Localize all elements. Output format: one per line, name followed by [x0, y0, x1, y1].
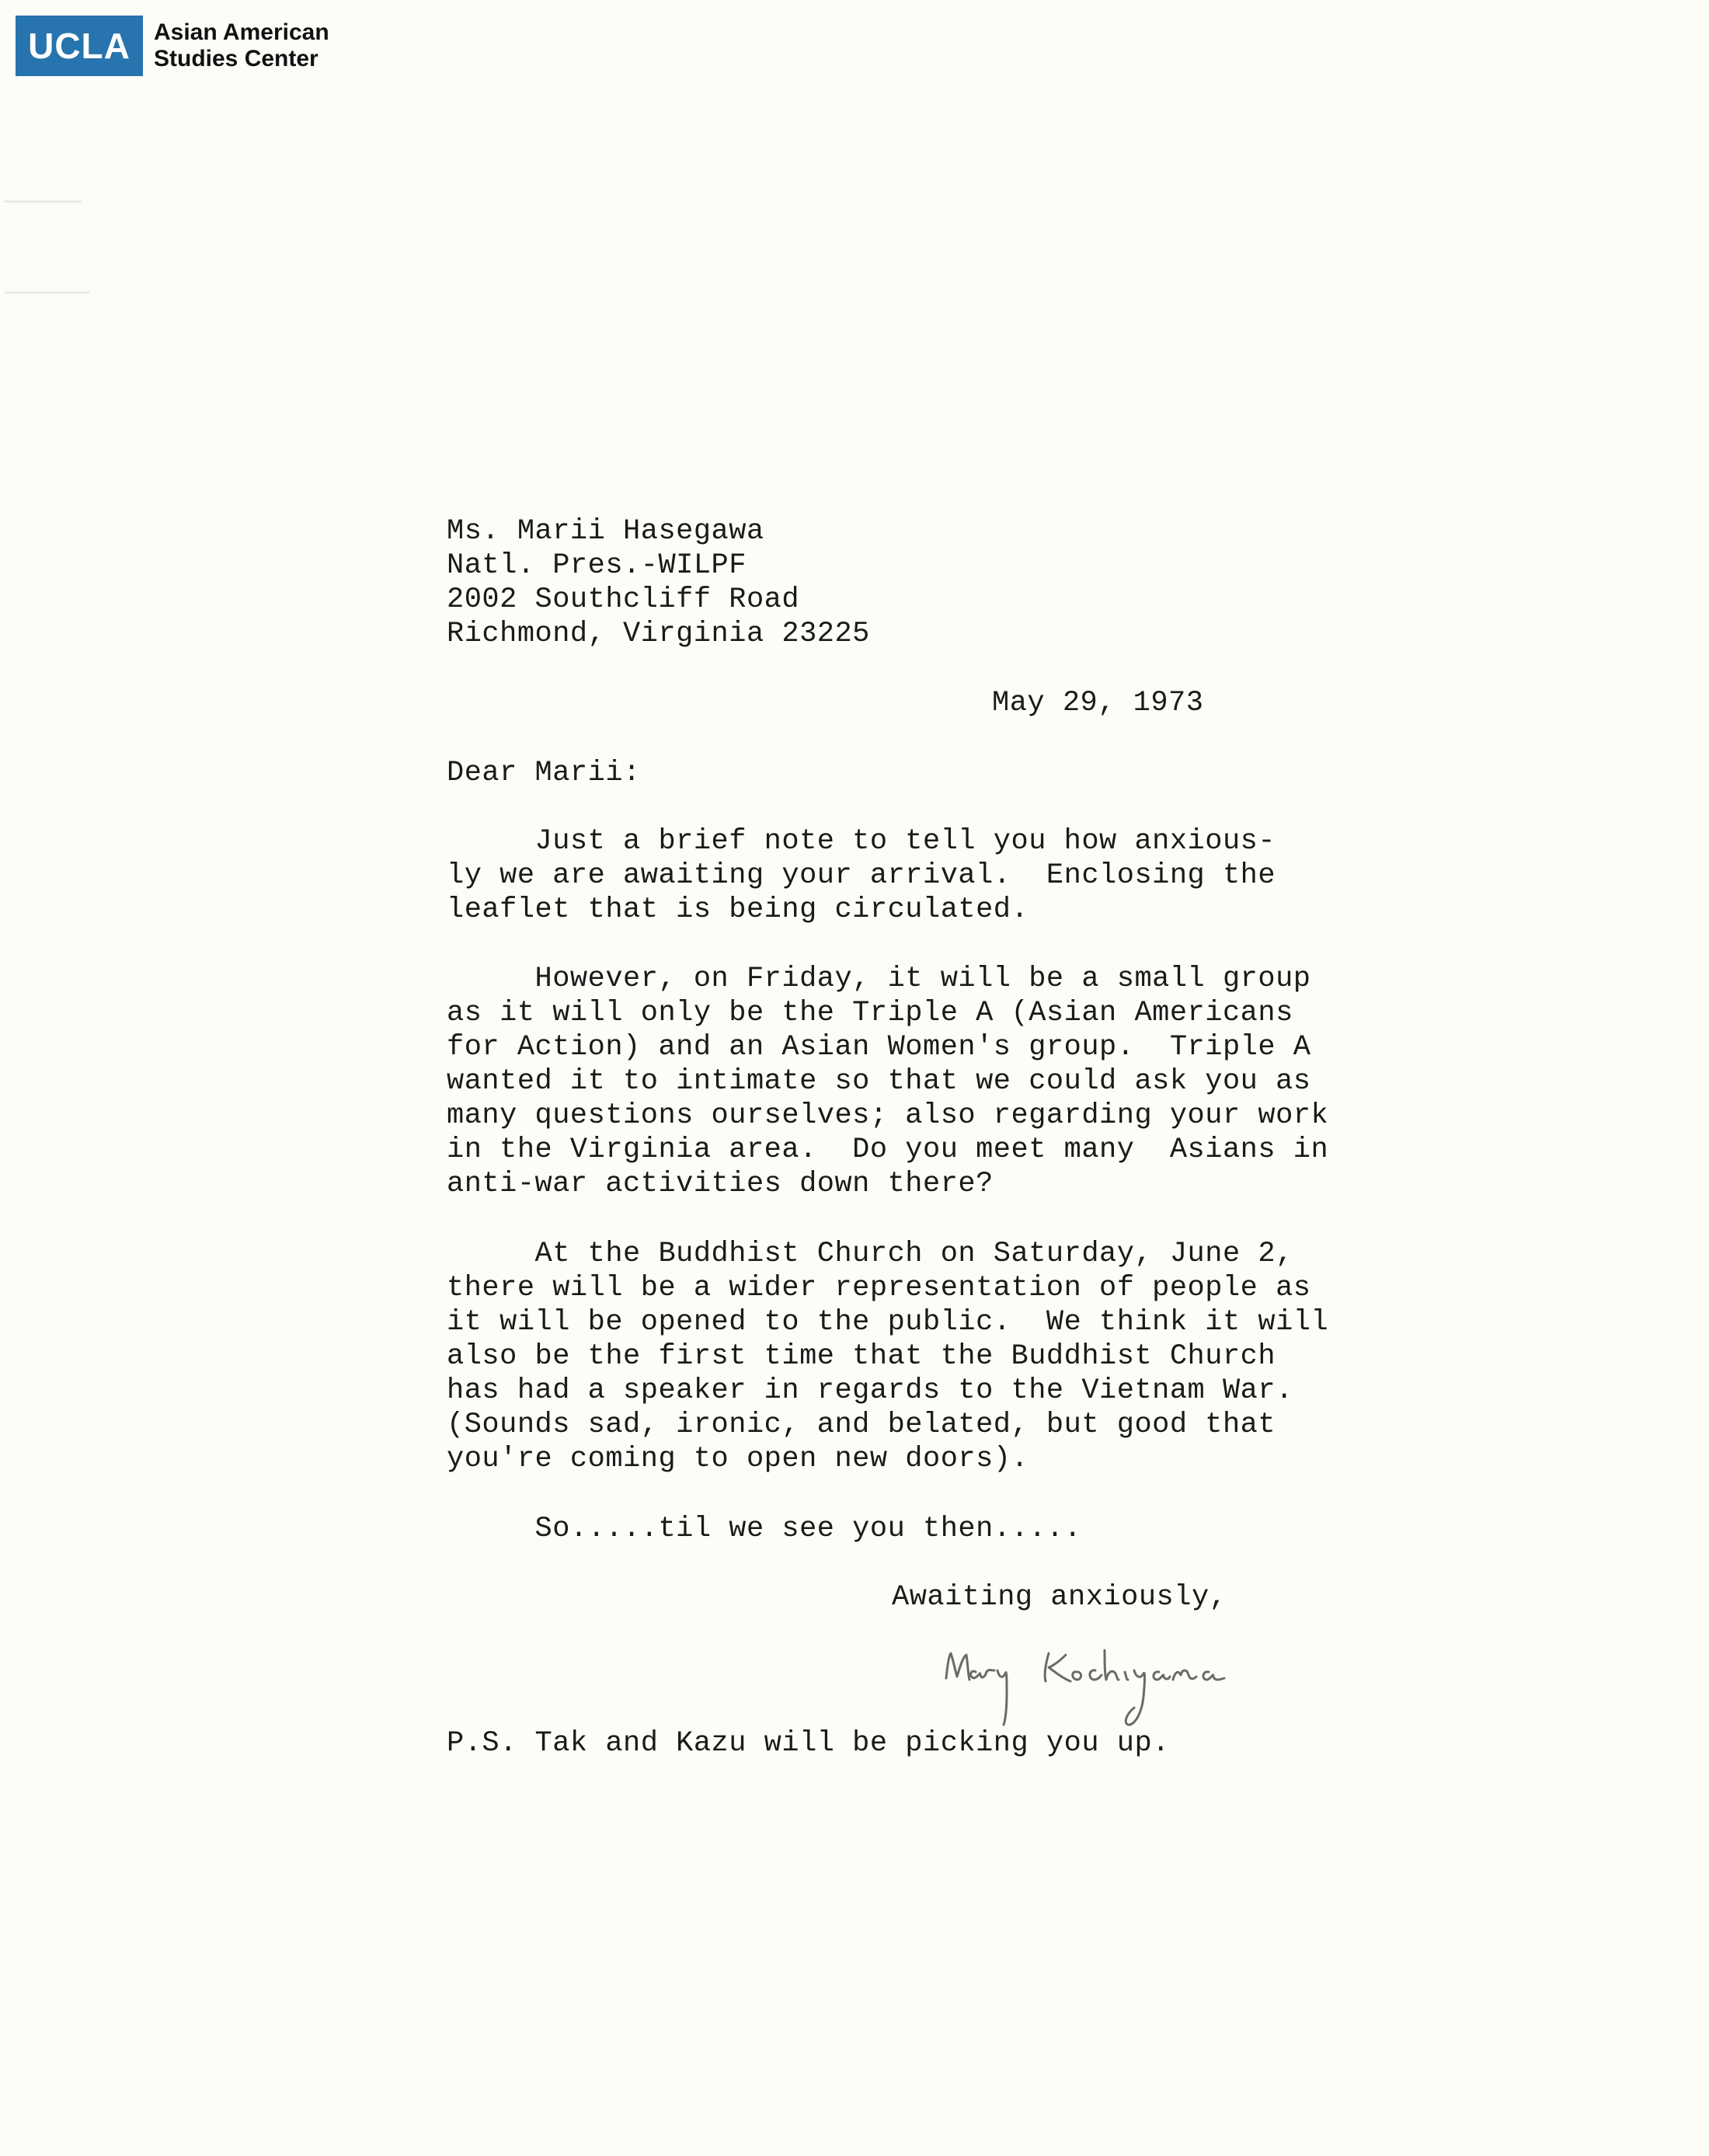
text-line: you're coming to open new doors). — [447, 1443, 1029, 1475]
text-line: it will be opened to the public. We think it will — [447, 1306, 1329, 1339]
paragraph-1 — [447, 824, 1276, 927]
postscript: P.S. Tak and Kazu will be picking you up. — [447, 1727, 1170, 1760]
address-line: Richmond, Virginia 23225 — [447, 618, 870, 650]
scan-artifact — [5, 200, 82, 203]
address-line: Natl. Pres.-WILPF — [447, 549, 747, 582]
text-line: for Action) and an Asian Women's group. Triple A — [447, 1031, 1311, 1064]
paragraph-3 — [447, 1237, 1328, 1476]
text-line: At the Buddhist Church on Saturday, June 2, — [447, 1238, 1293, 1270]
text-line: leaflet that is being circulated. — [447, 893, 1029, 926]
organization-name-line1: Asian American — [154, 19, 329, 45]
text-line: Just a brief note to tell you how anxious- — [447, 825, 1276, 858]
closing-line: So.....til we see you then..... — [447, 1513, 1082, 1545]
text-line: anti-war activities down there? — [447, 1168, 994, 1200]
text-line: in the Virginia area. Do you meet many Asians in — [447, 1134, 1329, 1166]
signoff: Awaiting anxiously, — [892, 1581, 1227, 1614]
text-line: there will be a wider representation of people as — [447, 1272, 1311, 1304]
text-line: wanted it to intimate so that we could ask you as — [447, 1065, 1311, 1098]
text-line: as it will only be the Triple A (Asian Americans — [447, 997, 1293, 1029]
organization-name — [154, 19, 329, 72]
handwritten-signature — [932, 1632, 1305, 1733]
scan-artifact — [5, 291, 90, 294]
recipient-address — [447, 514, 870, 651]
text-line: However, on Friday, it will be a small group — [447, 963, 1311, 995]
paragraph-2 — [447, 962, 1328, 1201]
organization-name-line2: Studies Center — [154, 46, 318, 71]
address-line: 2002 Southcliff Road — [447, 583, 800, 616]
text-line: many questions ourselves; also regarding your work — [447, 1099, 1329, 1132]
text-line: has had a speaker in regards to the Vietnam War. — [447, 1374, 1293, 1407]
salutation: Dear Marii: — [447, 757, 641, 789]
text-line: ly we are awaiting your arrival. Enclosing the — [447, 859, 1276, 892]
ucla-logo-mark: UCLA — [16, 16, 143, 76]
text-line: (Sounds sad, ironic, and belated, but good that — [447, 1409, 1276, 1441]
letter-date: May 29, 1973 — [992, 687, 1204, 719]
address-line: Ms. Marii Hasegawa — [447, 515, 764, 548]
text-line: also be the first time that the Buddhist Church — [447, 1340, 1276, 1373]
ucla-aasc-logo — [16, 16, 329, 76]
